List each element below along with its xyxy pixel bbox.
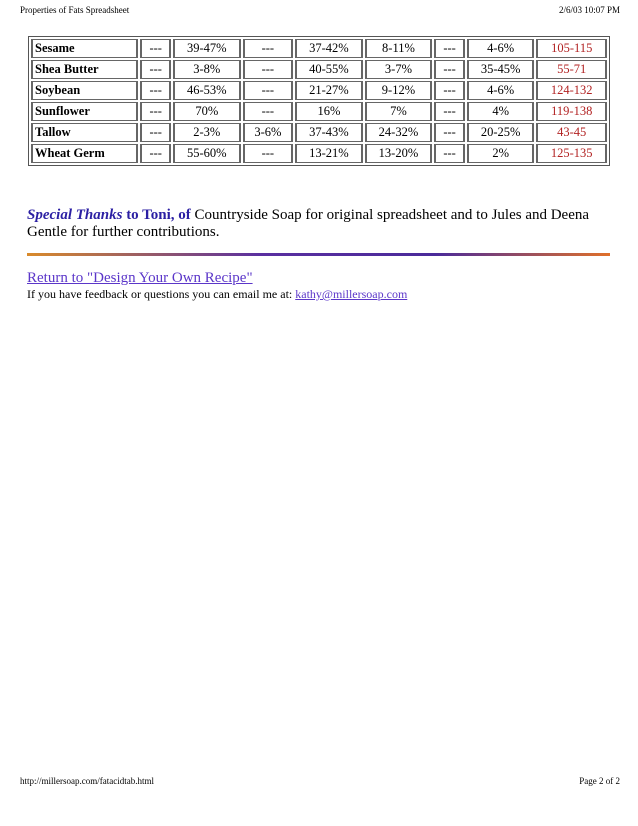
sap-value-cell: 125-135 — [536, 144, 607, 163]
table-cell: 20-25% — [467, 123, 535, 142]
thanks-text: Countryside Soap for original spreadsheet and to Jules and Deena Gentle for further contributions. — [27, 207, 590, 240]
table-cell: 4-6% — [467, 39, 535, 58]
fats-table-body — [31, 39, 607, 163]
table-cell: 40-55% — [295, 60, 363, 79]
fat-name-cell: Wheat Germ — [31, 144, 138, 163]
fat-name-cell: Tallow — [31, 123, 138, 142]
table-cell: 35-45% — [467, 60, 535, 79]
table-cell: 3-8% — [173, 60, 241, 79]
thanks-toni: to Toni, of — [122, 207, 191, 223]
table-row — [31, 60, 607, 79]
table-row — [31, 81, 607, 100]
email-link[interactable]: kathy@millersoap.com — [295, 287, 408, 301]
sap-value-cell: 43-45 — [536, 123, 607, 142]
fat-name-cell: Soybean — [31, 81, 138, 100]
table-cell: --- — [243, 60, 294, 79]
table-cell: 16% — [295, 102, 363, 121]
table-row — [31, 39, 607, 58]
sap-value-cell: 124-132 — [536, 81, 607, 100]
table-cell: --- — [243, 39, 294, 58]
fat-name-cell: Shea Butter — [31, 60, 138, 79]
table-cell: 4-6% — [467, 81, 535, 100]
table-cell: 4% — [467, 102, 535, 121]
fat-name-cell: Sesame — [31, 39, 138, 58]
feedback-text: If you have feedback or questions you can email me at: — [27, 287, 296, 301]
table-cell: 21-27% — [295, 81, 363, 100]
table-cell: 2-3% — [173, 123, 241, 142]
sap-value-cell: 119-138 — [536, 102, 607, 121]
table-cell: --- — [434, 60, 465, 79]
table-cell: --- — [434, 123, 465, 142]
table-cell: 2% — [467, 144, 535, 163]
table-cell: --- — [434, 102, 465, 121]
table-cell: 3-7% — [365, 60, 433, 79]
table-cell: --- — [140, 123, 171, 142]
table-cell: --- — [140, 81, 171, 100]
special-thanks — [27, 207, 607, 241]
table-cell: 70% — [173, 102, 241, 121]
table-cell: 37-42% — [295, 39, 363, 58]
print-footer-page: Page 2 of 2 — [579, 776, 620, 786]
fats-table — [28, 36, 610, 166]
table-cell: 9-12% — [365, 81, 433, 100]
table-cell: 3-6% — [243, 123, 294, 142]
table-cell: --- — [140, 102, 171, 121]
special-thanks-heading: Special Thanks — [27, 207, 123, 223]
table-cell: --- — [243, 144, 294, 163]
table-row — [31, 144, 607, 163]
table-cell: 7% — [365, 102, 433, 121]
print-footer-url: http://millersoap.com/fatacidtab.html — [20, 776, 154, 786]
sap-value-cell: 105-115 — [536, 39, 607, 58]
table-cell: --- — [140, 60, 171, 79]
table-cell: --- — [434, 81, 465, 100]
table-cell: 13-21% — [295, 144, 363, 163]
table-cell: --- — [434, 39, 465, 58]
table-cell: 46-53% — [173, 81, 241, 100]
table-cell: --- — [243, 102, 294, 121]
print-header-datetime: 2/6/03 10:07 PM — [558, 5, 620, 15]
table-cell: 24-32% — [365, 123, 433, 142]
table-cell: --- — [140, 39, 171, 58]
table-cell: 8-11% — [365, 39, 433, 58]
table-cell: --- — [243, 81, 294, 100]
table-cell: 13-20% — [365, 144, 433, 163]
table-cell: 55-60% — [173, 144, 241, 163]
gradient-divider — [27, 253, 610, 256]
table-row — [31, 102, 607, 121]
print-header-title: Properties of Fats Spreadsheet — [20, 5, 130, 15]
fat-name-cell: Sunflower — [31, 102, 138, 121]
feedback-line — [27, 287, 407, 302]
table-cell: --- — [140, 144, 171, 163]
table-cell: --- — [434, 144, 465, 163]
sap-value-cell: 55-71 — [536, 60, 607, 79]
return-to-recipe-link[interactable]: Return to "Design Your Own Recipe" — [27, 270, 253, 286]
table-cell: 37-43% — [295, 123, 363, 142]
table-cell: 39-47% — [173, 39, 241, 58]
table-row — [31, 123, 607, 142]
